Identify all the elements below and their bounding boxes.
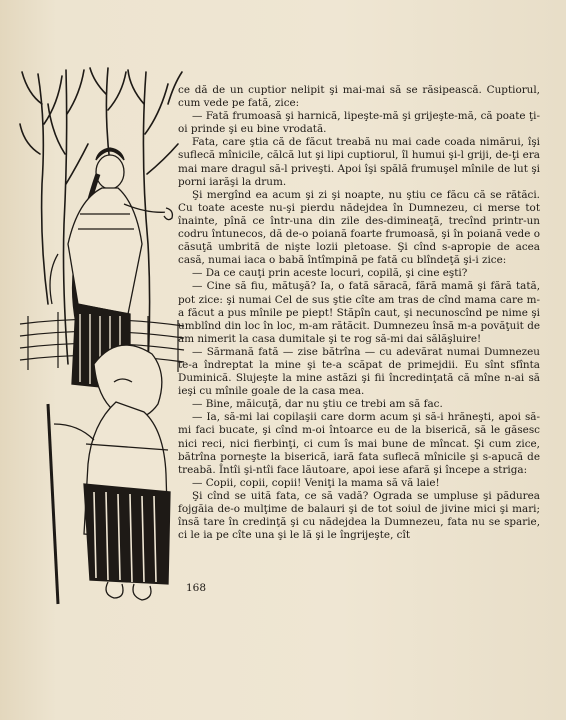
paragraph: — Cine să fiu, mătuşă? Ia, o fată săracă, fără mamă şi fără tată, pot zice: şi numai Cel de sus ştie cîte am tras de cînd mama care m-a făcut a pus mînile pe piept! Stăpîn caut, şi necunoscînd pe nime şi umblînd din loc în loc, m-am rătăcit. Dumnezeu însă m-a povăţuit de am nimerit la casa dumitale şi te rog să-mi dai sălăşluire! — [178, 280, 540, 345]
paragraph: — Da ce cauţi prin aceste locuri, copilă, şi cine eşti? — [192, 267, 468, 280]
main-text — [178, 84, 540, 542]
paragraph: — Copii, copii, copii! Veniţi la mama să vă laie! — [192, 476, 440, 489]
page-number: 168 — [186, 582, 207, 594]
paragraph: — Ia, să-mi lai copilaşii care dorm acum şi să-i hrăneşti, apoi să-mi faci bucate, şi cînd m-oi întoarce eu de la biserică, să le găsesc nici reci, nici fierbinţi, ci cum îs mai bune de mîncat. Şi cum zice, bătrîna porneşte la biserică, iară fata suflecă mînicile şi s-apucă de treabă. Întîi şi-ntîi face lăutoare, apoi iese afară şi începe a striga: — [178, 411, 540, 476]
paragraph: — Fată frumoasă şi harnică, lipeşte-mă şi grijeşte-mă, că poate ţi-oi prinde şi eu bine vrodată. — [178, 110, 540, 136]
paragraph: — Bine, măicuţă, dar nu ştiu ce trebi am să fac. — [192, 398, 443, 411]
paragraph: — Sărmană fată — zise bătrîna — cu adevărat numai Dumnezeu te-a îndreptat la mine şi te-a scăpat de primejdii. Eu sînt sfînta Duminică. Slujeşte la mine astăzi şi fii încredinţată că mîne n-ai să ieşi cu mînile goale de la casa mea. — [178, 345, 540, 398]
paragraph: Fata, care ştia că de făcut treabă nu mai cade coada nimărui, îşi suflecă mînicile, călcă lut şi lipi cuptiorul, îl humui şi-l griji, de-ţi era mai mare dragul să-l priveşti. Apoi îşi spălă frumuşel mînile de lut şi porni iarăşi la drum. — [178, 136, 540, 188]
paragraph: ce dă de un cuptior nelipit şi mai-mai să se răsipească. Cuptiorul, cum vede pe fată, zice: — [178, 84, 540, 110]
paragraph: Şi mergînd ea acum şi zi şi noapte, nu ştiu ce făcu că se rătăci. Cu toate aceste nu-şi pierdu nădejdea în Dumnezeu, ci merse tot înainte, pînă ce într-una din zile des-dimineaţă, trecînd printr-un codru întunecos, dă de-o poiană foarte frumoasă, şi în poiană vede o căsuţă umbrită de nişte lozii pletoase. Şi cînd s-apropie de acea casă, numai iaca o babă întîmpină pe fată cu blîndeţă şi-i zice: — [178, 188, 540, 267]
illustration-girl-and-old-woman — [18, 64, 186, 612]
paragraph: Şi cînd se uită fata, ce să vadă? Ograda se umpluse şi pădurea fojgăia de-o mulţime de balauri şi de tot soiul de jivine mici şi mari; însă tare în credinţă şi cu nădejdea la Dumnezeu, fata nu se sparie, ci le ia pe cîte una şi le lă şi le îngrijeşte, cît — [178, 489, 540, 542]
